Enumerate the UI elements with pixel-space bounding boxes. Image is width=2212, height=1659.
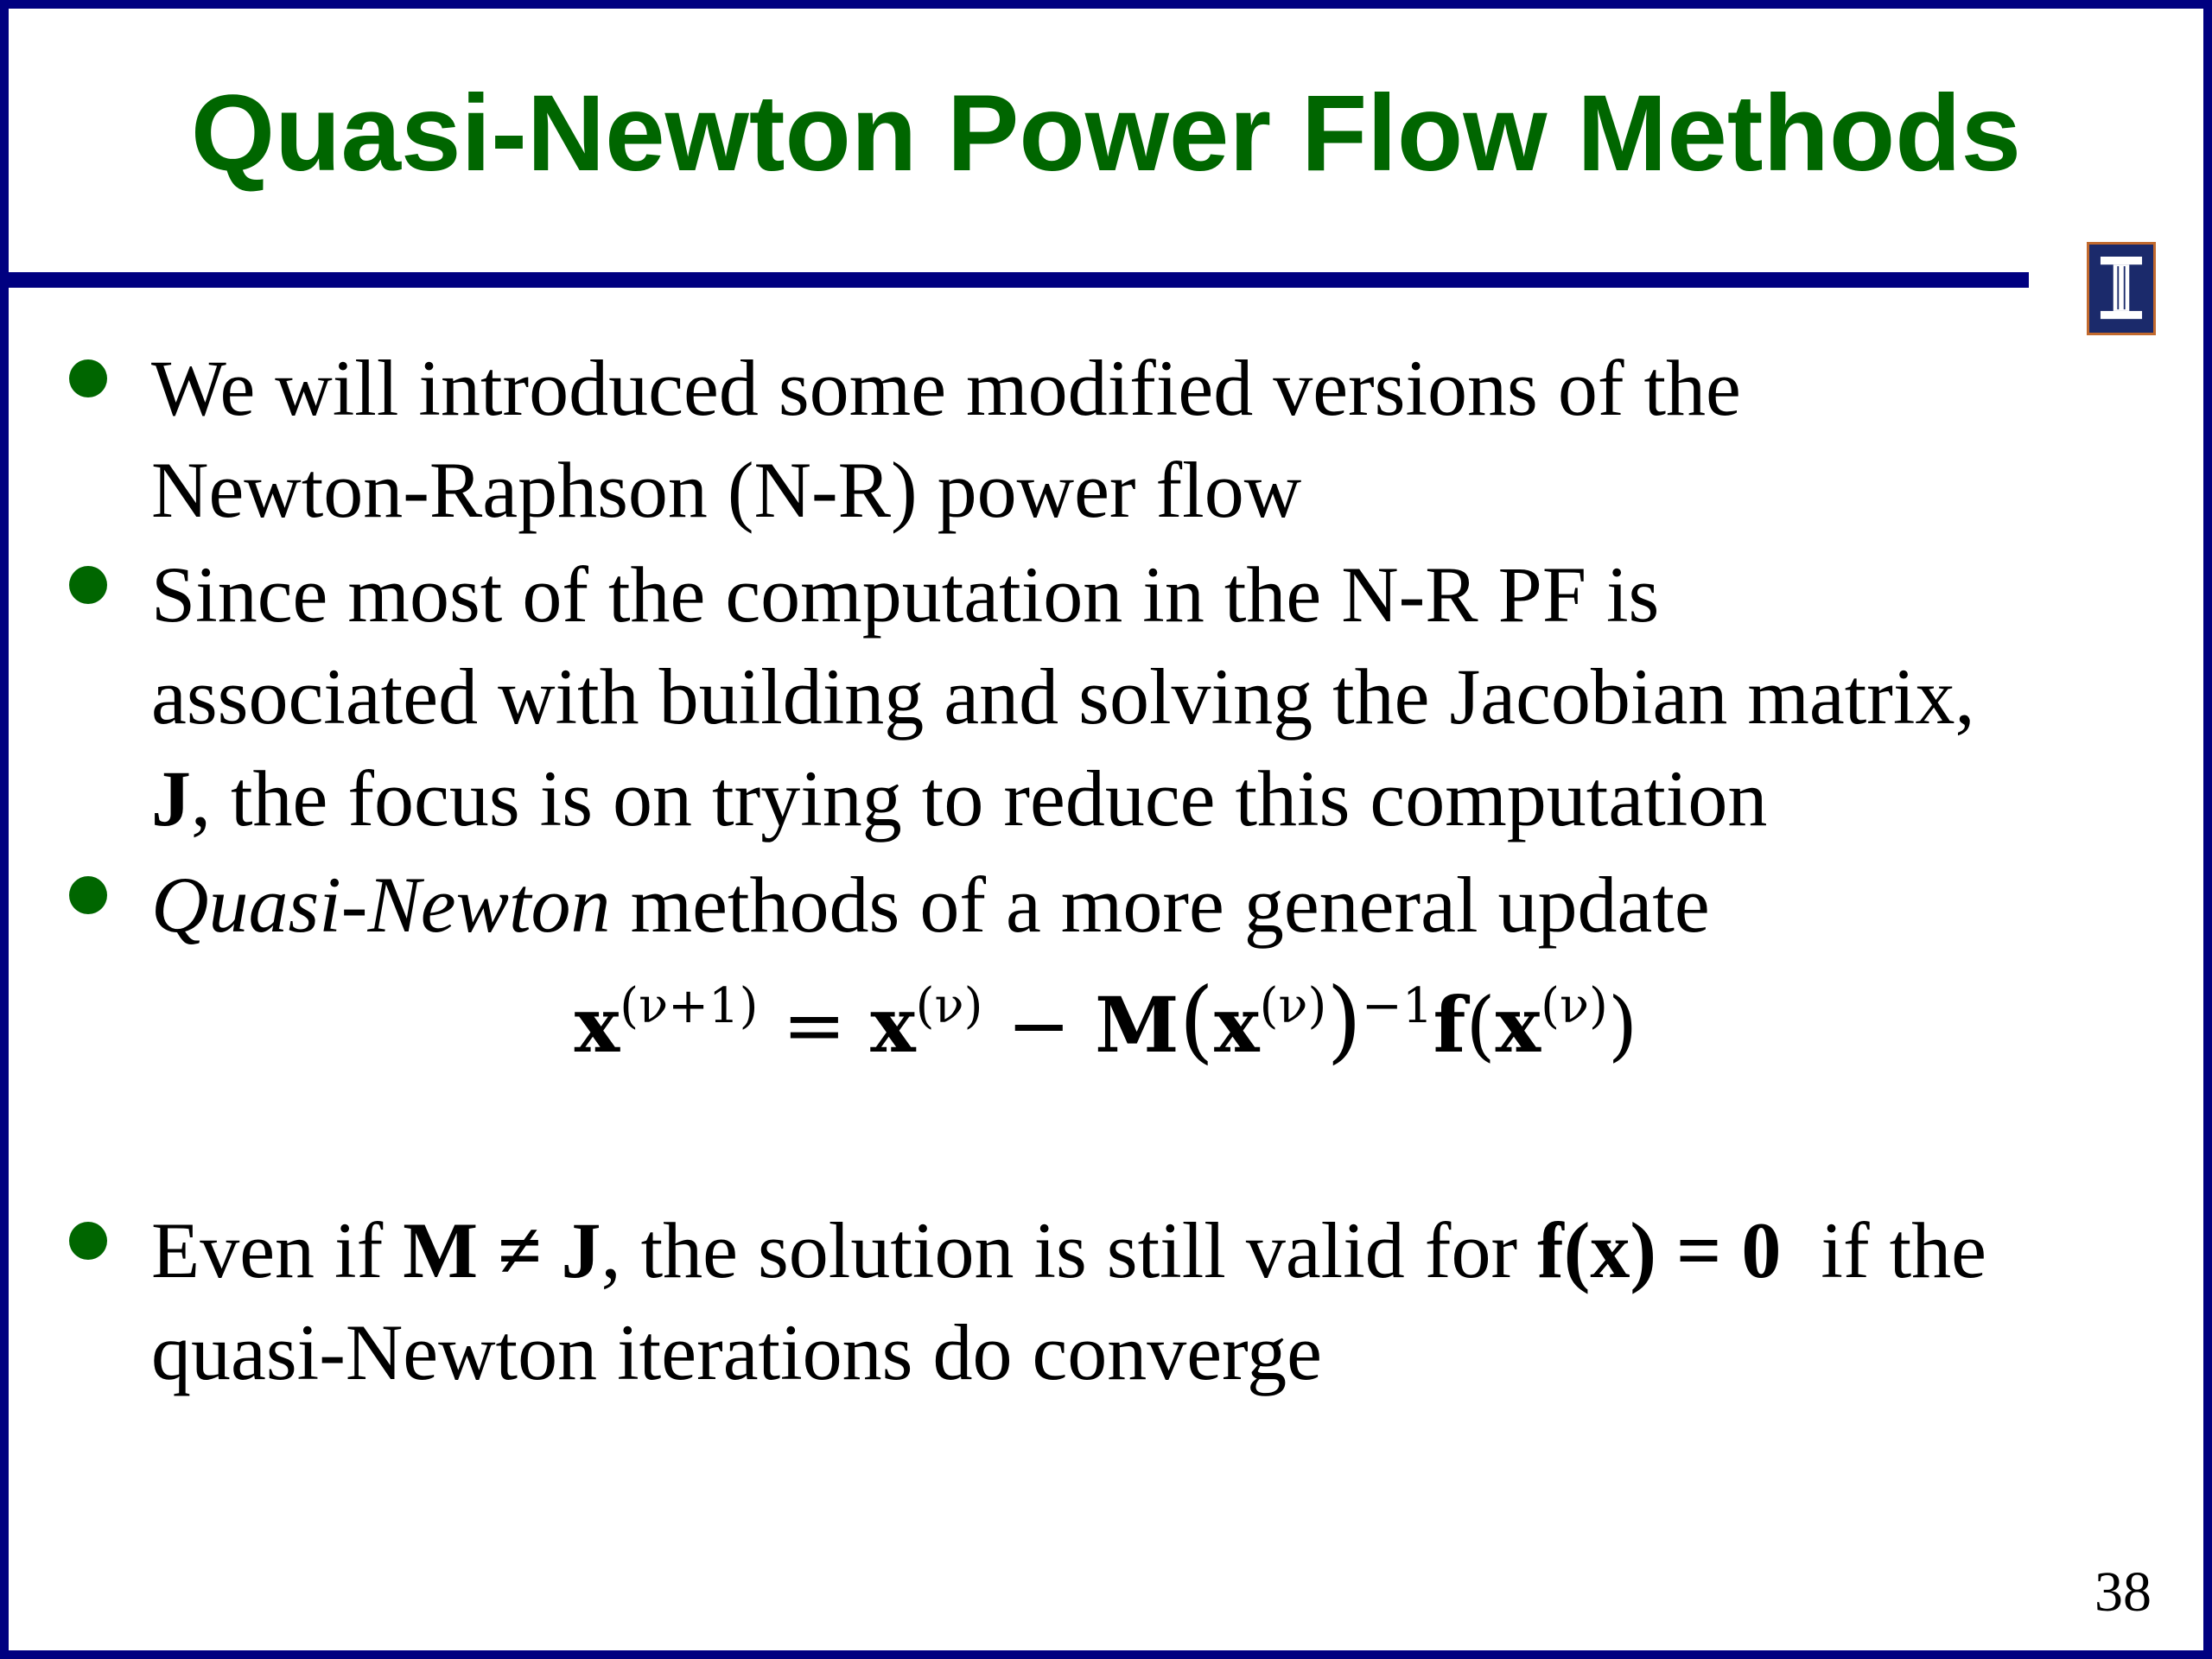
eq-sup-arg: (ν) <box>1259 978 1327 1034</box>
bullet-dot-4 <box>69 1222 107 1260</box>
eq-f-lparen: ( <box>1465 981 1496 1070</box>
bullet-1-line-2: Newton-Raphson (N-R) power flow <box>151 446 1302 534</box>
eq-x-f-arg: x <box>1495 980 1541 1070</box>
eq-rparen: ) <box>1326 968 1362 1073</box>
bullet-2-line-3 <box>151 747 1974 849</box>
eq-f-rparen: ) <box>1607 981 1638 1070</box>
bullet-4-condition: M ≠ J <box>403 1206 601 1294</box>
bullet-4-line-1 <box>151 1199 1986 1301</box>
eq-x-arg: x <box>1214 980 1260 1070</box>
jacobian-symbol: J <box>151 754 191 842</box>
eq-sup-next: (ν+1) <box>620 978 759 1034</box>
eq-x-next: x <box>574 980 620 1070</box>
eq-lparen: ( <box>1179 968 1215 1073</box>
bullet-1-line-1: We will introduced some modified versions of the <box>151 344 1741 432</box>
title-underline <box>9 272 2029 288</box>
update-equation <box>9 968 2203 1073</box>
bullet-2-line-1: Since most of the computation in the N-R PF is <box>151 550 1660 639</box>
bullet-3 <box>151 854 1710 956</box>
eq-x-current: x <box>870 980 916 1070</box>
bullet-4-prefix: Even if <box>151 1206 404 1294</box>
eq-minus: − <box>982 981 1096 1070</box>
bullet-4-suffix: if the <box>1781 1206 1987 1294</box>
quasi-newton-term: Quasi-Newton <box>151 861 611 949</box>
university-column-icon-graphic <box>2089 245 2153 333</box>
bullet-4 <box>151 1199 1986 1403</box>
eq-f: f <box>1433 980 1466 1070</box>
bullet-4-line-2: quasi-Newton iterations do converge <box>151 1308 1322 1396</box>
bullet-2 <box>151 543 1974 849</box>
eq-sup-inverse: −1 <box>1361 978 1433 1034</box>
eq-sup-current: (ν) <box>915 978 983 1034</box>
bullet-3-text: methods of a more general update <box>610 861 1710 949</box>
eq-M: M <box>1095 980 1179 1070</box>
page-number: 38 <box>2094 1560 2152 1624</box>
bullet-2-line-3-text: , the focus is on trying to reduce this computation <box>191 754 1768 842</box>
eq-equals: = <box>758 981 871 1070</box>
eq-sup-f-arg: (ν) <box>1541 978 1608 1034</box>
university-column-icon <box>2087 242 2156 335</box>
bullet-4-mid: , the solution is still valid for <box>601 1206 1538 1294</box>
bullet-4-equation: f(x) = 0 <box>1537 1206 1782 1294</box>
bullet-dot-2 <box>69 566 107 604</box>
bullet-1 <box>151 337 1741 541</box>
bullet-dot-3 <box>69 876 107 914</box>
bullet-2-line-2: associated with building and solving the Jacobian matrix, <box>151 652 1975 741</box>
slide-title: Quasi-Newton Power Flow Methods <box>190 73 2022 194</box>
bullet-dot-1 <box>69 359 107 397</box>
bullet-3-line-1 <box>151 854 1710 956</box>
